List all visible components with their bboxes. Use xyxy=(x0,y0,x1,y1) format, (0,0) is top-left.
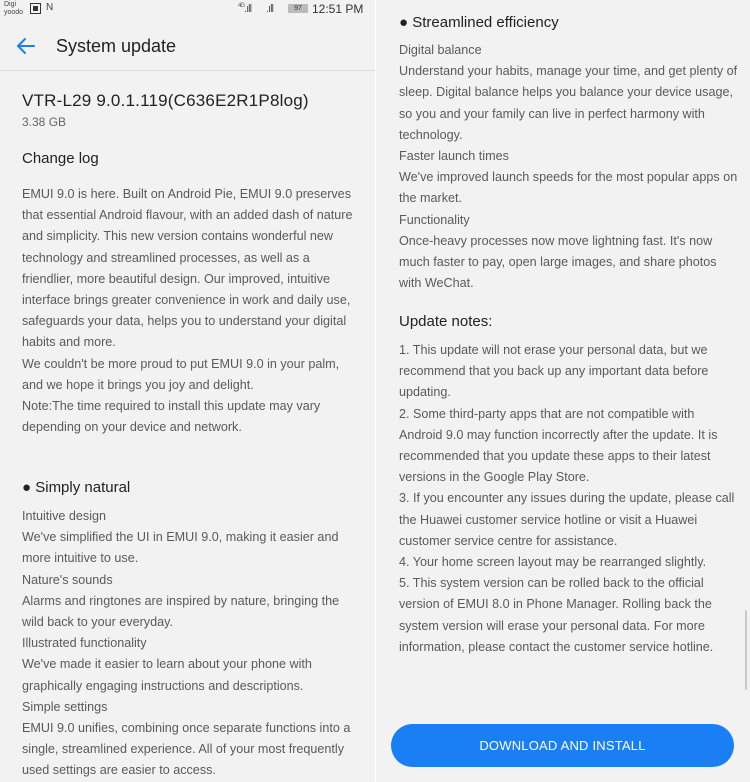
nfc-icon: N xyxy=(46,2,54,13)
simply-natural-heading: ● Simply natural xyxy=(22,479,131,496)
update-notes-text: 1. This update will not erase your personal data, but we recommend that you back up any important data before updating. 2. Some third-party apps that are not compatible with Android 9.0 may function incorrectly after the update. It is recommended that you update these apps to their latest versions in the Google Play Store. 3. If you encounter any issues during the update, please call the Huawei customer service hotline or visit a Huawei customer service centre for assistance. 4. Your home screen layout may be rearranged slightly. 5. This system version can be rolled back to the official version of EMUI 8.0 in Phone Manager. Rolling back the system version will erase your personal data. For more information, please contact the customer service hotline. xyxy=(399,343,735,654)
streamlined-text: Digital balance Understand your habits, manage your time, and get plenty of sleep. Digital balance helps you balance your device usage, so you and your family can live in perfect harmony with technology. Faster launch times We've improved launch speeds for the most popular apps on the market. Functionality Once-heavy processes now move lightning fast. It's now much faster to pay, open large images, and share photos with WeChat. xyxy=(399,43,738,291)
scrollbar[interactable] xyxy=(745,610,747,690)
carrier-label: Digi yoodo xyxy=(4,1,24,16)
clock: 12:51 PM xyxy=(312,2,364,16)
signal-icon: $^{4G}$.ıll xyxy=(238,3,252,15)
streamlined-heading: ● Streamlined efficiency xyxy=(399,14,559,31)
right-screenshot-panel xyxy=(375,0,750,782)
qr-icon xyxy=(30,3,41,14)
version-name: VTR-L29 9.0.1.119(C636E2R1P8log) xyxy=(22,91,309,110)
download-and-install-button[interactable]: DOWNLOAD AND INSTALL xyxy=(391,724,734,767)
update-notes-heading: Update notes: xyxy=(399,313,493,330)
signal-icon: .ıll xyxy=(266,3,273,15)
battery-icon: 97 xyxy=(288,4,308,13)
simply-natural-text: Intuitive design We've simplified the UI in EMUI 9.0, making it easier and more intuitive to use. Nature's sounds Alarms and ringtones are inspired by nature, bringing the wild back to your everyday. Illustrated functionality We've made it easier to learn about your phone with graphically engaging instructions and descriptions. Simple settings EMUI 9.0 unifies, combining once separate functions into a single, streamlined experience. All of your most frequently used settings are easier to access. xyxy=(22,509,351,778)
changelog-heading: Change log xyxy=(22,150,99,167)
page-title: System update xyxy=(56,36,177,56)
update-size: 3.38 GB xyxy=(22,115,67,129)
changelog-intro: EMUI 9.0 is here. Built on Android Pie, EMUI 9.0 preserves that essential Android flavour, with an added dash of nature and simplicity. This new version contains wonderful new technology and streamlined processes, as well as a friendlier, more beautiful design. Our improved, intuitive interface brings greater convenience in work and daily use, safeguards your data, helps you to understand your digital habits and more. We couldn't be more proud to put EMUI 9.0 in your palm, and we hope it brings you joy and delight. Note:The time required to install this update may vary depending on your device and network. xyxy=(22,187,353,435)
back-arrow-icon[interactable] xyxy=(14,34,38,58)
app-header xyxy=(0,22,375,71)
status-bar xyxy=(0,0,375,18)
